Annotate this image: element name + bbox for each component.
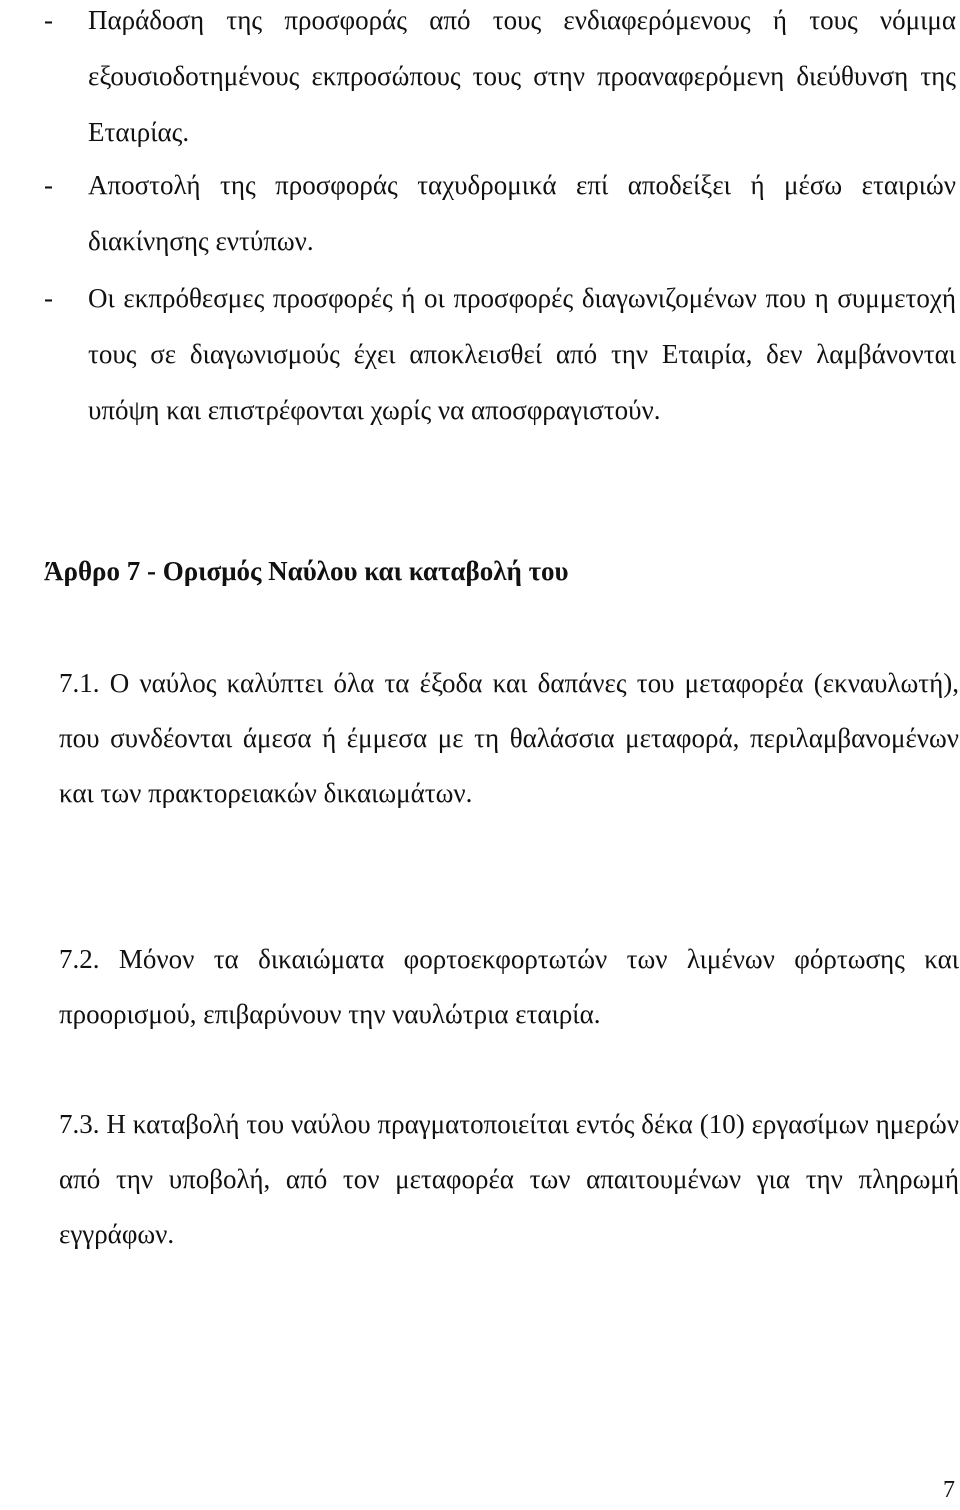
bullet-text: Αποστολή της προσφοράς ταχυδρομικά επί αποδείξει ή μέσω εταιριών διακίνησης εντύπων. (88, 170, 956, 256)
bullet-dash: - (44, 170, 53, 200)
bullet-text: Οι εκπρόθεσμες προσφορές ή οι προσφορές διαγωνιζομένων που η συμμετοχή τους σε διαγωνισμούς έχει αποκλεισθεί από την Εταιρία, δεν λαμβάνονται υπόψη και επιστρέφονται χωρίς να αποσφραγιστούν. (88, 283, 956, 425)
clause-7-3: 7.3. Η καταβολή του ναύλου πραγματοποιείται εντός δέκα (10) εργασίμων ημερών από την υποβολή, από τον μεταφορέα των απαιτουμένων για την πληρωμή εγγράφων. (59, 1109, 959, 1249)
bullet-item-late-offers (44, 270, 956, 438)
bullet-item-mail (44, 157, 956, 269)
page-number: 7 (943, 1477, 955, 1503)
bullet-item-delivery (44, 0, 956, 160)
bullet-text: Παράδοση της προσφοράς από τους ενδιαφερόμενους ή τους νόμιμα εξουσιοδοτημένους εκπροσώπους τους στην προαναφερόμενη διεύθυνση της Εταιρίας. (88, 5, 956, 147)
clause-7-2: 7.2. Μόνον τα δικαιώματα φορτοεκφορτωτών των λιμένων φόρτωσης και προορισμού, επιβαρύνουν την ναυλώτρια εταιρία. (59, 944, 959, 1029)
clause-7-1: 7.1. Ο ναύλος καλύπτει όλα τα έξοδα και δαπάνες του μεταφορέα (εκναυλωτή), που συνδέονται άμεσα ή έμμεσα με τη θαλάσσια μεταφορά, περιλαμβανομένων και των πρακτορειακών δικαιωμάτων. (59, 668, 959, 808)
bullet-dash: - (44, 5, 53, 35)
bullet-dash: - (44, 283, 53, 313)
article-heading: Άρθρο 7 - Ορισμός Ναύλου και καταβολή του (44, 556, 569, 586)
